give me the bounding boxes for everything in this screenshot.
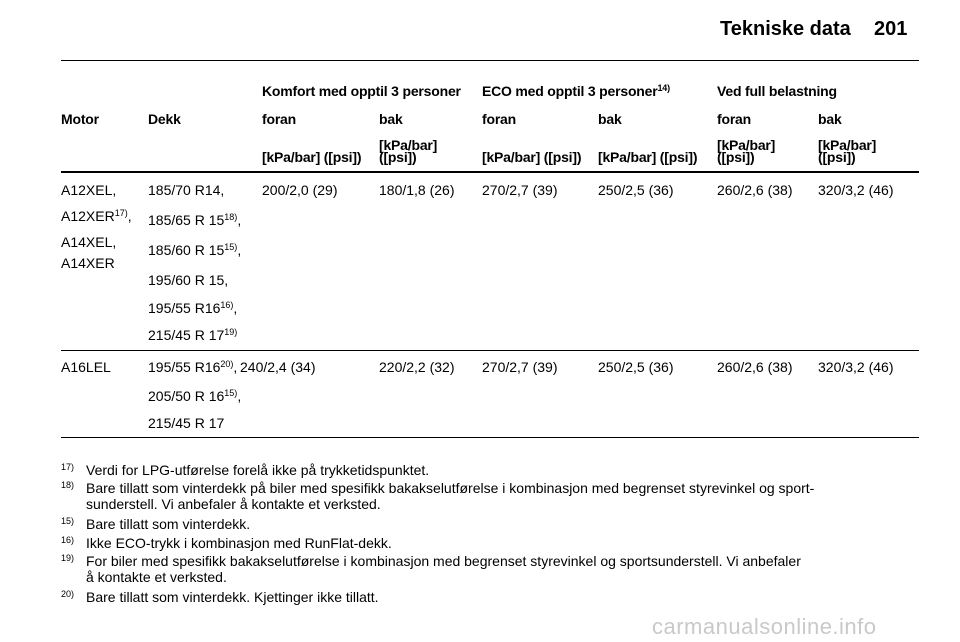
row-divider: [61, 350, 919, 351]
unit-header-full-foran-line1: [kPa/bar]: [717, 137, 776, 153]
tyre-cell: 215/45 R 17$^{19)}$: [148, 327, 238, 343]
pressure-cell: 250/2,5 (36): [598, 182, 674, 198]
tyre-cell: 195/55 R16$^{16)}$,: [148, 300, 238, 316]
footnote-text: For biler med spesifikk bakakselutførelse i kombinasjon med begrenset styrevinkel og sportsunderstell. Vi anbefaler å kontakte et verksted.: [86, 553, 801, 585]
motor-cell: A16LEL: [61, 359, 111, 375]
motor-cell: A12XER$^{17)}$,: [61, 208, 132, 224]
group-header-eco-text: ECO med opptil 3 personer: [482, 83, 658, 99]
page-number: 201: [874, 18, 908, 40]
pressure-cell: 250/2,5 (36): [598, 359, 674, 375]
unit-header-full-bak-line1: [kPa/bar]: [818, 137, 877, 153]
footnote-number: 16): [61, 535, 75, 545]
motor-cell: A12XEL,: [61, 182, 117, 198]
unit-header-komfort-bak-line1: [kPa/bar]: [379, 137, 438, 153]
col-header-eco-bak: bak: [598, 111, 622, 127]
pressure-cell: 260/2,6 (38): [717, 182, 793, 198]
group-header-komfort: Komfort med opptil 3 personer: [262, 83, 461, 99]
unit-header-eco-bak: [kPa/bar] ([psi]): [598, 149, 698, 165]
tyre-cell: 185/70 R14,: [148, 182, 225, 198]
col-header-full-foran: foran: [717, 111, 752, 127]
footnote-text: Ikke ECO-trykk i kombinasjon med RunFlat-dekk.: [86, 535, 392, 551]
footnote-number: 17): [61, 462, 75, 472]
footnote-number: 18): [61, 480, 75, 490]
unit-header-full-foran-line2: ([psi]): [717, 149, 755, 165]
unit-header-komfort-foran: [kPa/bar] ([psi]): [262, 149, 362, 165]
page-title: Tekniske data: [720, 18, 851, 40]
unit-header-eco-foran: [kPa/bar] ([psi]): [482, 149, 582, 165]
pressure-cell: 200/2,0 (29): [262, 182, 338, 198]
pressure-cell: 240/2,4 (34): [240, 359, 316, 375]
group-header-eco-sup: 14): [657, 83, 670, 93]
header-rule: [61, 171, 919, 173]
tyre-cell: 215/45 R 17: [148, 415, 225, 431]
footnote-text: Bare tillatt som vinterdekk. Kjettinger ikke tillatt.: [86, 589, 379, 605]
motor-cell: A14XEL,: [61, 234, 117, 250]
group-header-eco: [482, 83, 670, 99]
footnote-text: Verdi for LPG-utførelse forelå ikke på trykketidspunktet.: [86, 462, 430, 478]
pressure-cell: 320/3,2 (46): [818, 182, 894, 198]
footnote-text: Bare tillatt som vinterdekk på biler med spesifikk bakakselutførelse i kombinasjon med begrenset styrevinkel og sport- sunderstell. Vi anbefaler å kontakte et verksted.: [86, 480, 815, 512]
col-header-komfort-foran: foran: [262, 111, 297, 127]
tyre-cell: 195/55 R16$^{20)}$,: [148, 359, 238, 375]
tyre-cell: 205/50 R 16$^{15)}$,: [148, 388, 242, 404]
group-header-full-load: Ved full belastning: [717, 83, 837, 99]
col-header-full-bak: bak: [818, 111, 842, 127]
col-header-komfort-bak: bak: [379, 111, 403, 127]
top-rule: [61, 60, 919, 61]
motor-cell: A14XER: [61, 255, 115, 271]
footnote-number: 19): [61, 553, 75, 563]
pressure-cell: 180/1,8 (26): [379, 182, 455, 198]
col-header-dekk: Dekk: [148, 111, 181, 127]
col-header-eco-foran: foran: [482, 111, 517, 127]
tyre-cell: 185/60 R 15$^{15)}$,: [148, 242, 242, 258]
footnote-text: Bare tillatt som vinterdekk.: [86, 516, 251, 532]
table-bottom-rule: [61, 437, 919, 438]
unit-header-komfort-bak-line2: ([psi]): [379, 149, 417, 165]
tyre-cell: 185/65 R 15$^{18)}$,: [148, 212, 242, 228]
footnote-number: 15): [61, 516, 75, 526]
pressure-cell: 270/2,7 (39): [482, 359, 558, 375]
pressure-cell: 260/2,6 (38): [717, 359, 793, 375]
pressure-cell: 320/3,2 (46): [818, 359, 894, 375]
col-header-motor: Motor: [61, 111, 99, 127]
tyre-cell: 195/60 R 15,: [148, 272, 229, 288]
pressure-cell: 270/2,7 (39): [482, 182, 558, 198]
pressure-cell: 220/2,2 (32): [379, 359, 455, 375]
footnote-number: 20): [61, 589, 75, 599]
watermark: carmanualsonline.info: [652, 614, 877, 639]
unit-header-full-bak-line2: ([psi]): [818, 149, 856, 165]
